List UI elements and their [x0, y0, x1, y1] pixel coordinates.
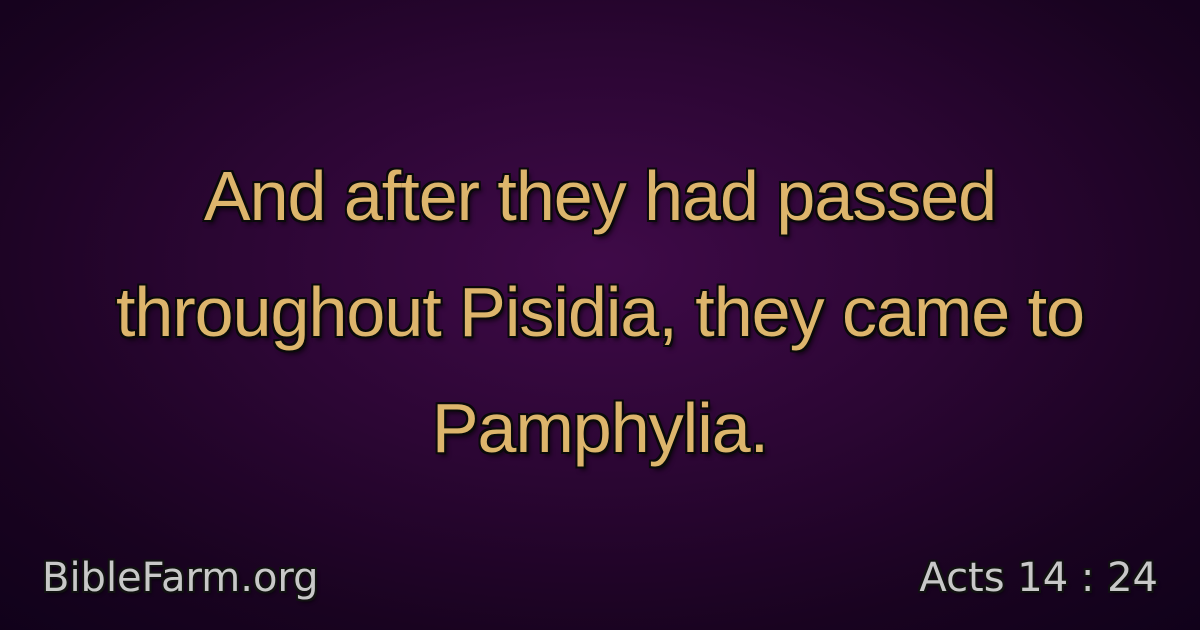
verse-reference: Acts 14 : 24: [919, 555, 1158, 601]
verse-line-2: throughout Pisidia, they came to: [115, 273, 1085, 351]
verse-line-1: And after they had passed: [203, 157, 997, 235]
verse-text: [40, 138, 1160, 486]
verse-line-3: Pamphylia.: [431, 389, 769, 467]
site-watermark: BibleFarm.org: [42, 555, 319, 601]
